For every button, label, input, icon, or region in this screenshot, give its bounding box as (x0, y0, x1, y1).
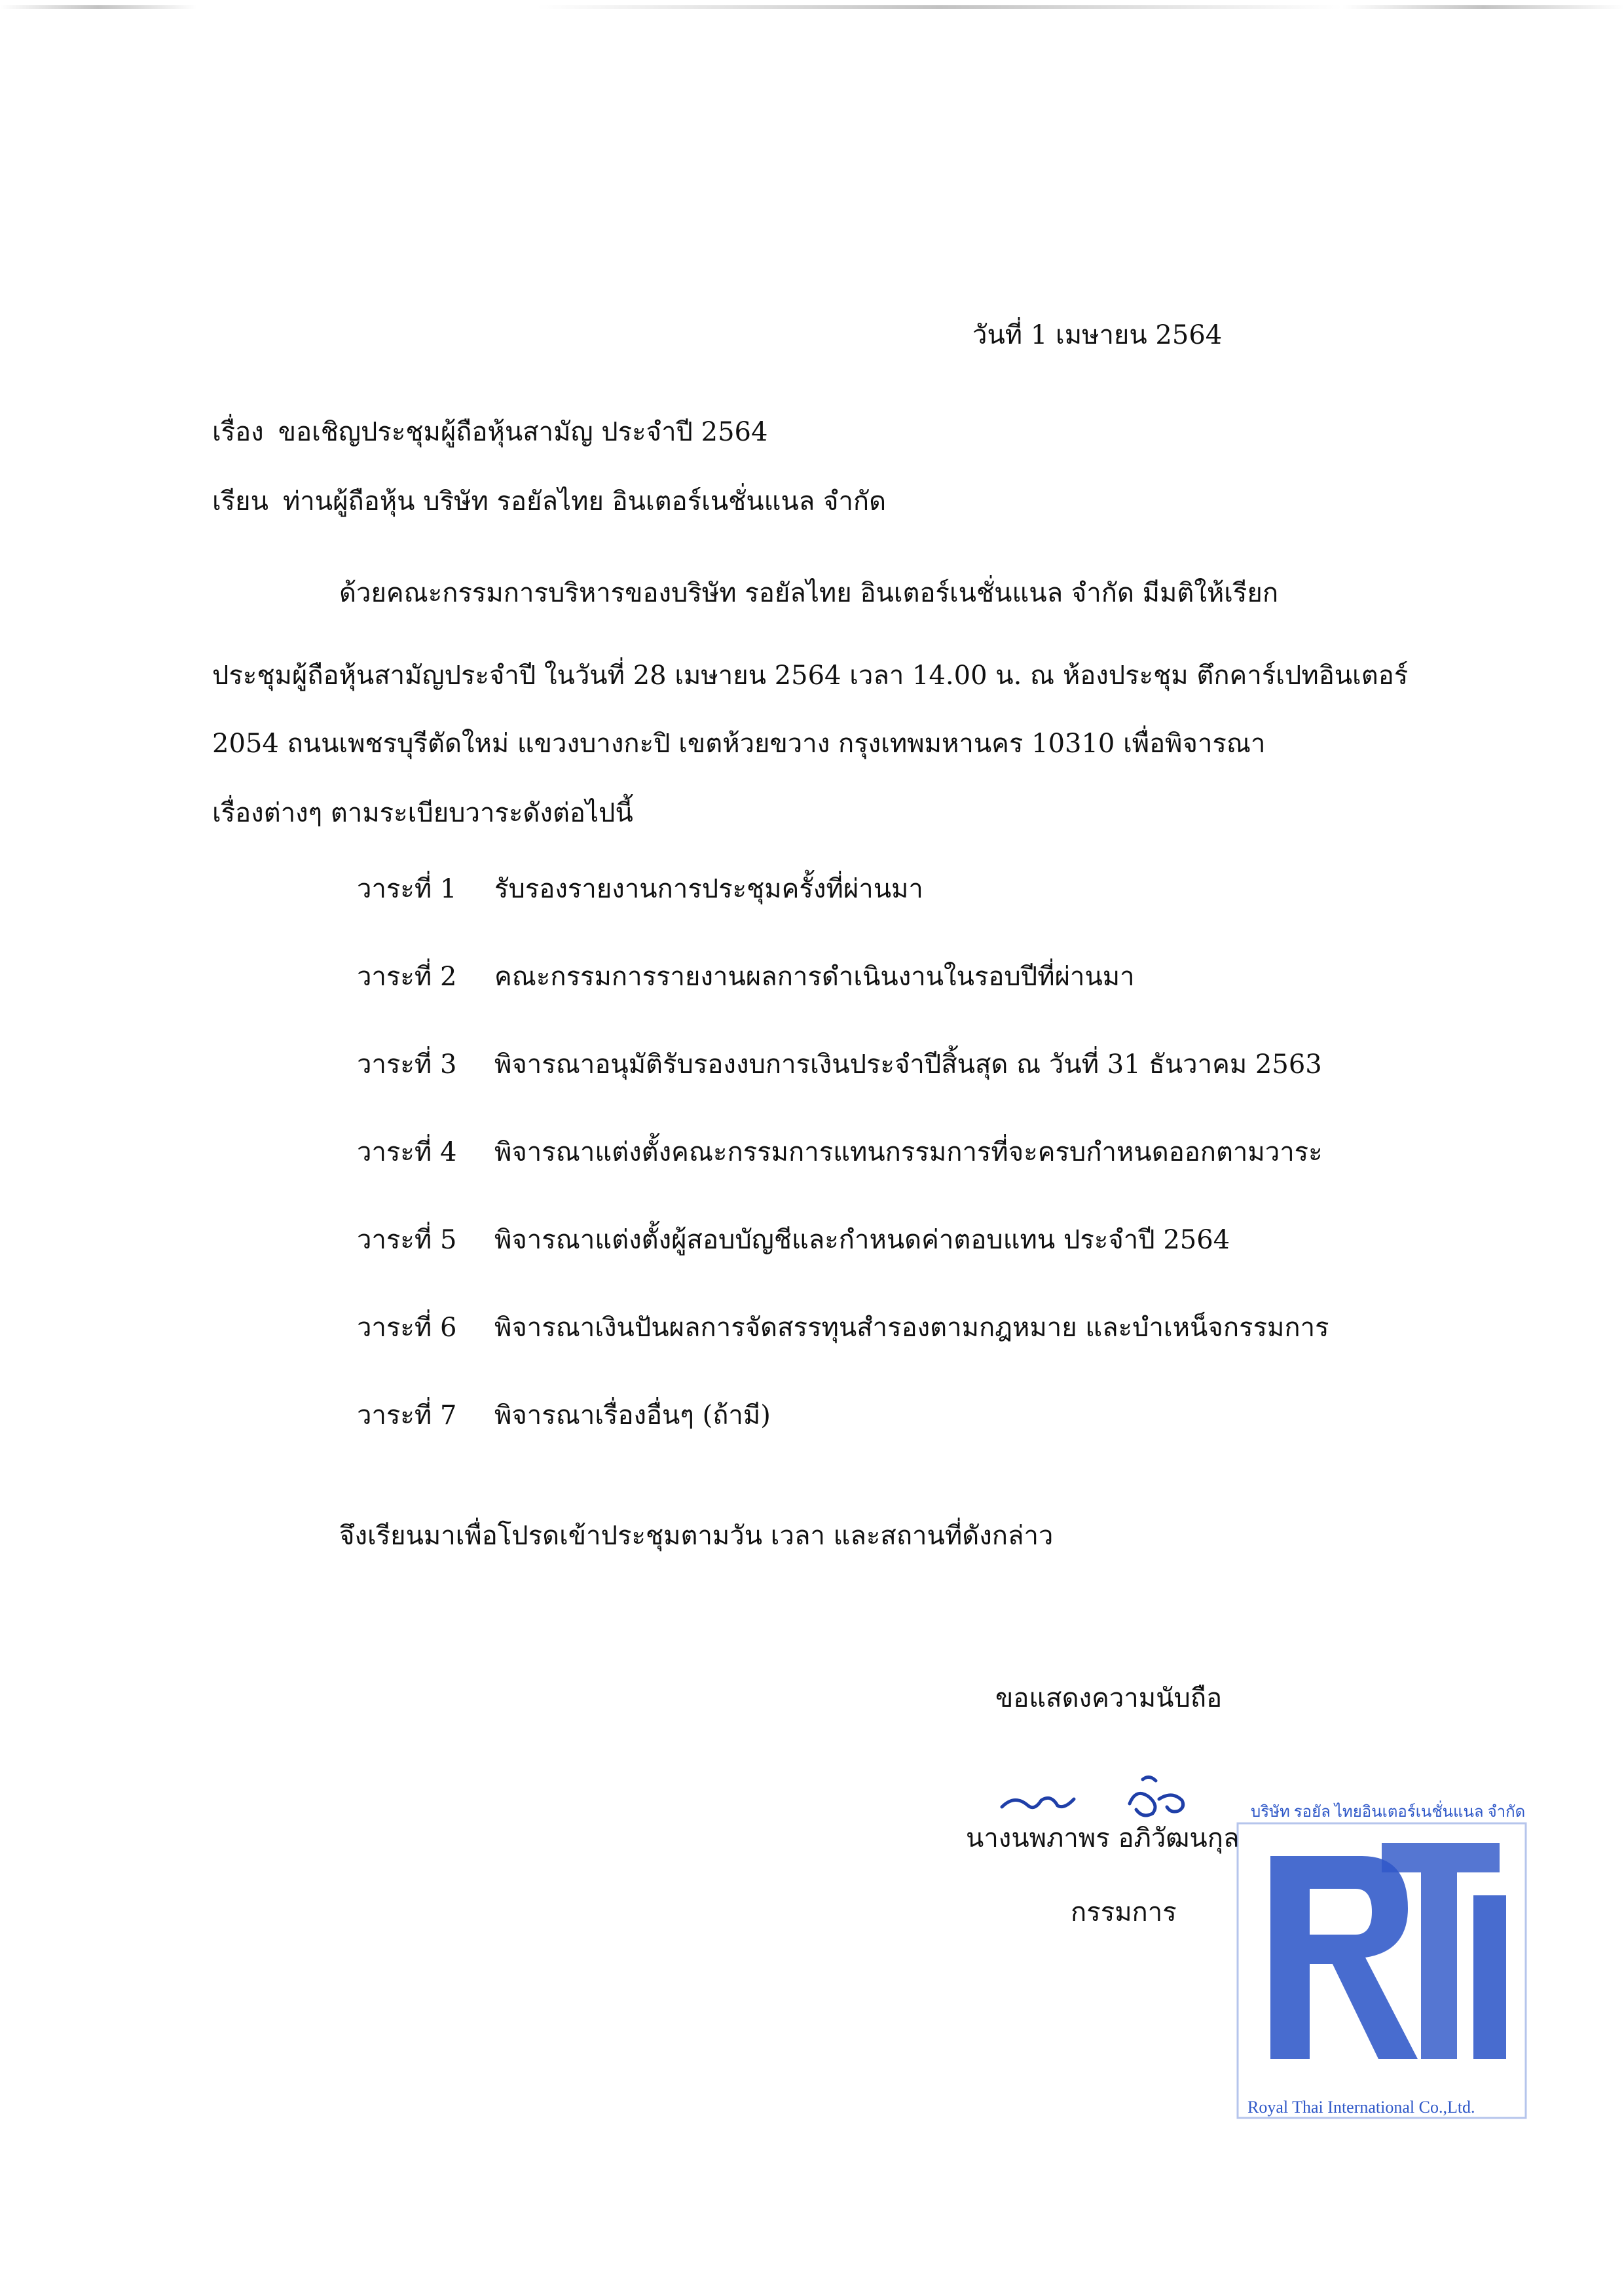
agenda-number: วาระที่ 4 (357, 1137, 457, 1167)
recipient-text: ท่านผู้ถือหุ้น บริษัท รอยัลไทย อินเตอร์เนชั่นแนล จำกัด (282, 486, 887, 517)
subject-label: เรื่อง (212, 417, 264, 447)
body-line: ประชุมผู้ถือหุ้นสามัญประจำปี ในวันที่ 28 เมษายน 2564 เวลา 14.00 น. ณ ห้องประชุม ตึกคาร์เปทอินเตอร์ (212, 661, 1409, 691)
regards-line: ขอแสดงความนับถือ (995, 1683, 1223, 1713)
agenda-text: พิจารณาแต่งตั้งผู้สอบบัญชีและกำหนดค่าตอบแทน ประจำปี 2564 (494, 1225, 1230, 1255)
stamp-company-thai: บริษัท รอยัล ไทยอินเตอร์เนชั่นแนล จำกัด (1251, 1804, 1526, 1821)
agenda-number: วาระที่ 6 (357, 1313, 457, 1343)
recipient-line (212, 483, 886, 520)
agenda-text: พิจารณาแต่งตั้งคณะกรรมการแทนกรรมการที่จะครบกำหนดออกตามวาระ (494, 1137, 1323, 1167)
agenda-text: รับรองรายงานการประชุมครั้งที่ผ่านมา (494, 874, 923, 904)
agenda-number: วาระที่ 5 (357, 1225, 457, 1255)
agenda-number: วาระที่ 3 (357, 1049, 457, 1080)
agenda-text: คณะกรรมการรายงานผลการดำเนินงานในรอบปีที่ผ่านมา (494, 962, 1135, 992)
agenda-number: วาระที่ 1 (357, 874, 457, 904)
agenda-list (357, 871, 1329, 1485)
agenda-item (357, 1046, 1329, 1134)
agenda-item (357, 1222, 1329, 1309)
agenda-item (357, 958, 1329, 1046)
recipient-label: เรียน (212, 486, 268, 517)
signer-position: กรรมการ (1071, 1897, 1177, 1927)
signature-mark (995, 1768, 1231, 1827)
agenda-item (357, 1309, 1329, 1397)
subject-text: ขอเชิญประชุมผู้ถือหุ้นสามัญ ประจำปี 2564 (278, 417, 768, 447)
company-seal-stamp (1225, 1797, 1539, 2131)
body-line: เรื่องต่างๆ ตามระเบียบวาระดังต่อไปนี้ (212, 798, 633, 828)
agenda-text: พิจารณาอนุมัติรับรองงบการเงินประจำปีสิ้นสุด ณ วันที่ 31 ธันวาคม 2563 (494, 1049, 1322, 1080)
agenda-text: พิจารณาเรื่องอื่นๆ (ถ้ามี) (494, 1400, 771, 1430)
closing-line: จึงเรียนมาเพื่อโปรดเข้าประชุมตามวัน เวลา และสถานที่ดังกล่าว (339, 1521, 1054, 1551)
stamp-company-english: Royal Thai International Co.,Ltd. (1247, 2098, 1475, 2117)
scan-edge-mark (0, 5, 196, 9)
scan-edge-mark (537, 5, 1342, 9)
signer-name: นางนพภาพร อภิวัฒนกุล (966, 1823, 1240, 1853)
agenda-number: วาระที่ 2 (357, 962, 457, 992)
agenda-item (357, 1134, 1329, 1222)
letter-date: วันที่ 1 เมษายน 2564 (972, 320, 1223, 350)
agenda-number: วาระที่ 7 (357, 1400, 457, 1430)
agenda-item (357, 1397, 1329, 1485)
agenda-item (357, 871, 1329, 958)
scan-edge-mark (1342, 5, 1624, 9)
body-line: 2054 ถนนเพชรบุรีตัดใหม่ แขวงบางกะปิ เขตห้วยขวาง กรุงเทพมหานคร 10310 เพื่อพิจารณา (212, 729, 1266, 759)
subject-line (212, 414, 767, 450)
agenda-text: พิจารณาเงินปันผลการจัดสรรทุนสำรองตามกฎหมาย และบำเหน็จกรรมการ (494, 1313, 1329, 1343)
body-line: ด้วยคณะกรรมการบริหารของบริษัท รอยัลไทย อินเตอร์เนชั่นแนล จำกัด มีมติให้เรียก (339, 578, 1279, 608)
